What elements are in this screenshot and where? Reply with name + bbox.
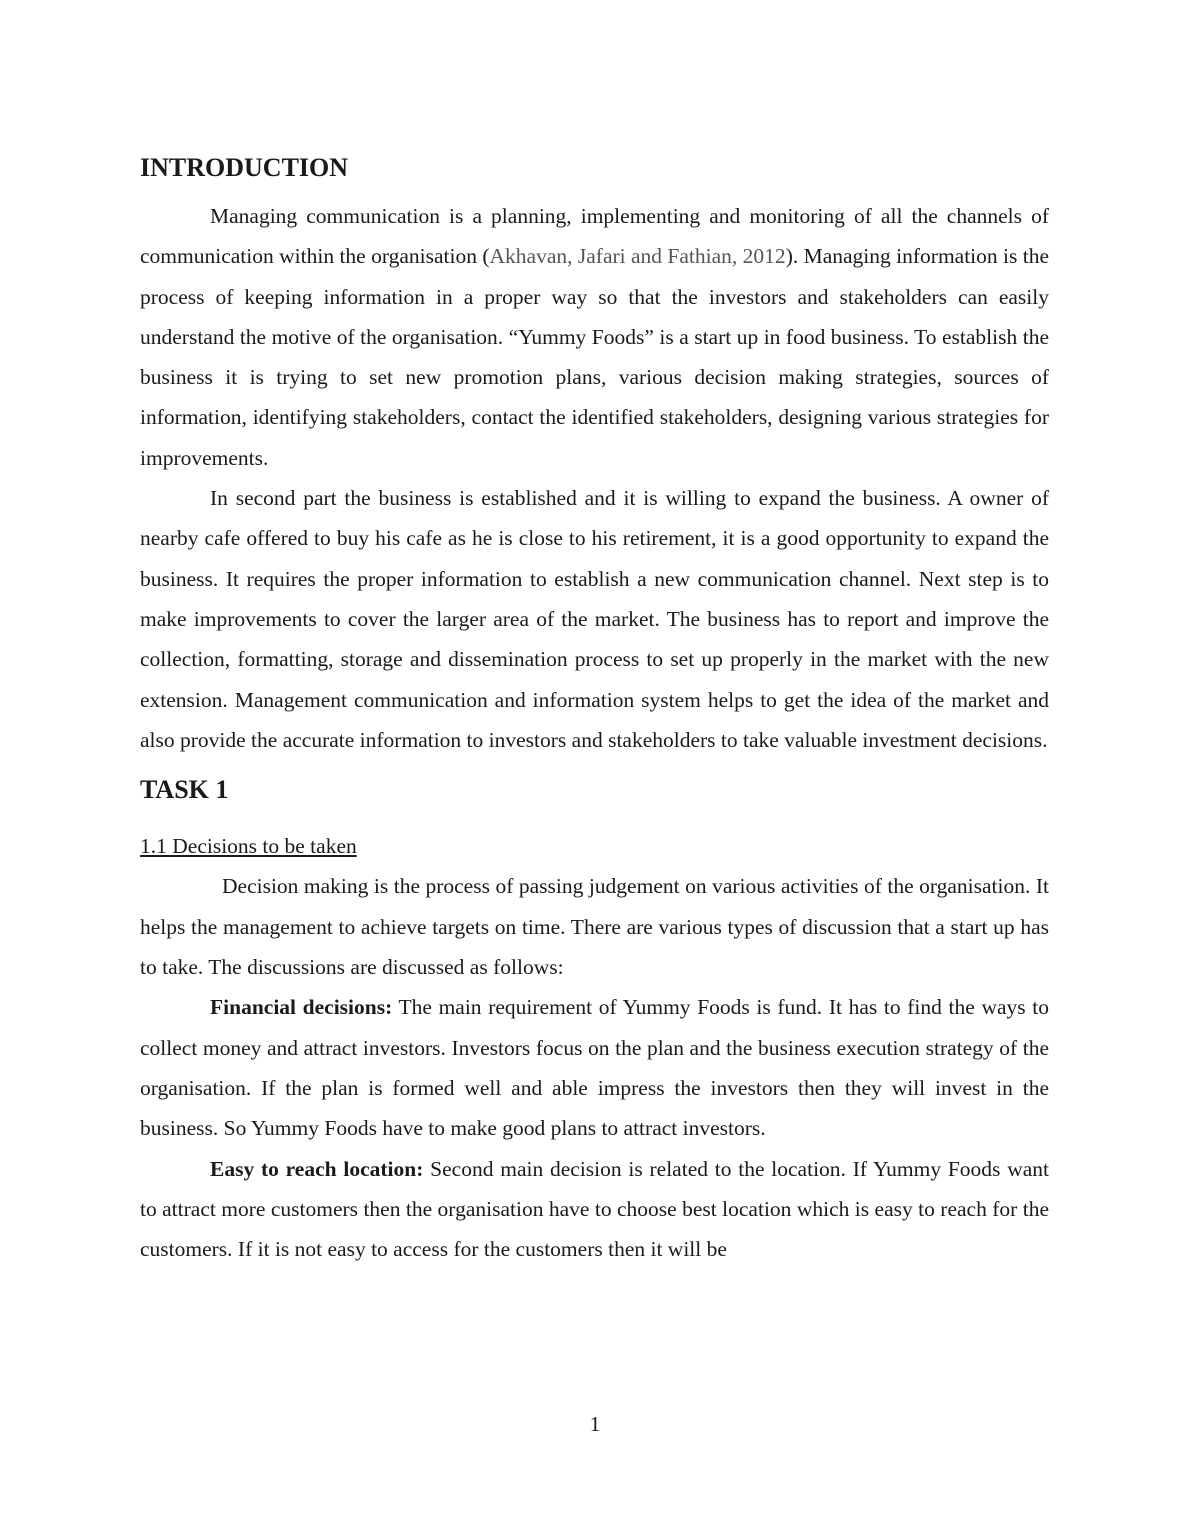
intro-paragraph-1 bbox=[140, 196, 1049, 478]
section-1-1-subheading: 1.1 Decisions to be taken bbox=[140, 834, 357, 859]
financial-decisions-label: Financial decisions: bbox=[210, 995, 393, 1020]
financial-decisions-text: The main requirement of Yummy Foods is fund. It has to find the ways to collect money and attract investors. Investors focus on the plan and the business execution strategy of the organisation. If the plan is formed well and able impress the investors then they will invest in the business. So Yummy Foods have to make good plans to attract investors. bbox=[140, 995, 1049, 1141]
introduction-heading: INTRODUCTION bbox=[140, 153, 349, 182]
intro-paragraph-2: In second part the business is established and it is willing to expand the business. A owner of nearby cafe offered to buy his cafe as he is close to his retirement, it is a good opportunity to expand the business. It requires the proper information to establish a new communication channel. Next step is to make improvements to cover the larger area of the market. The business has to report and improve the collection, formatting, storage and dissemination process to set up properly in the market with the new extension. Management communication and information system helps to get the idea of the market and also provide the accurate information to investors and stakeholders to take valuable investment decisions. bbox=[140, 486, 1049, 752]
page-content bbox=[140, 148, 1049, 1269]
page-number: 1 bbox=[589, 1412, 601, 1436]
task-1-heading: TASK 1 bbox=[140, 775, 229, 805]
intro-p1-text-b: ). Managing information is the process of keeping information in a proper way so that the investors and stakeholders can easily understand the motive of the organisation. “Yummy Foods” is a start up in food business. To establish the business it is trying to set new promotion plans, various decision making strategies, sources of information, identifying stakeholders, contact the identified stakeholders, designing various strategies for improvements. bbox=[140, 244, 1050, 470]
location-label: Easy to reach location: bbox=[210, 1156, 424, 1181]
financial-decisions-paragraph bbox=[140, 987, 1049, 1148]
decision-making-paragraph: Decision making is the process of passing judgement on various activities of the organisation. It helps the management to achieve targets on time. There are various types of discussion that a start up has to take. The discussions are discussed as follows: bbox=[140, 874, 1049, 980]
location-paragraph bbox=[140, 1149, 1049, 1270]
citation: Akhavan, Jafari and Fathian, 2012 bbox=[489, 244, 786, 269]
location-text: Second main decision is related to the location. If Yummy Foods want to attract more customers then the organisation have to choose best location which is easy to reach for the customers. If it is not easy to access for the customers then it will be bbox=[140, 1156, 1049, 1262]
intro-p1-text-a: Managing communication is a planning, implementing and monitoring of all the channels of communication within the organisation ( bbox=[140, 204, 1049, 269]
